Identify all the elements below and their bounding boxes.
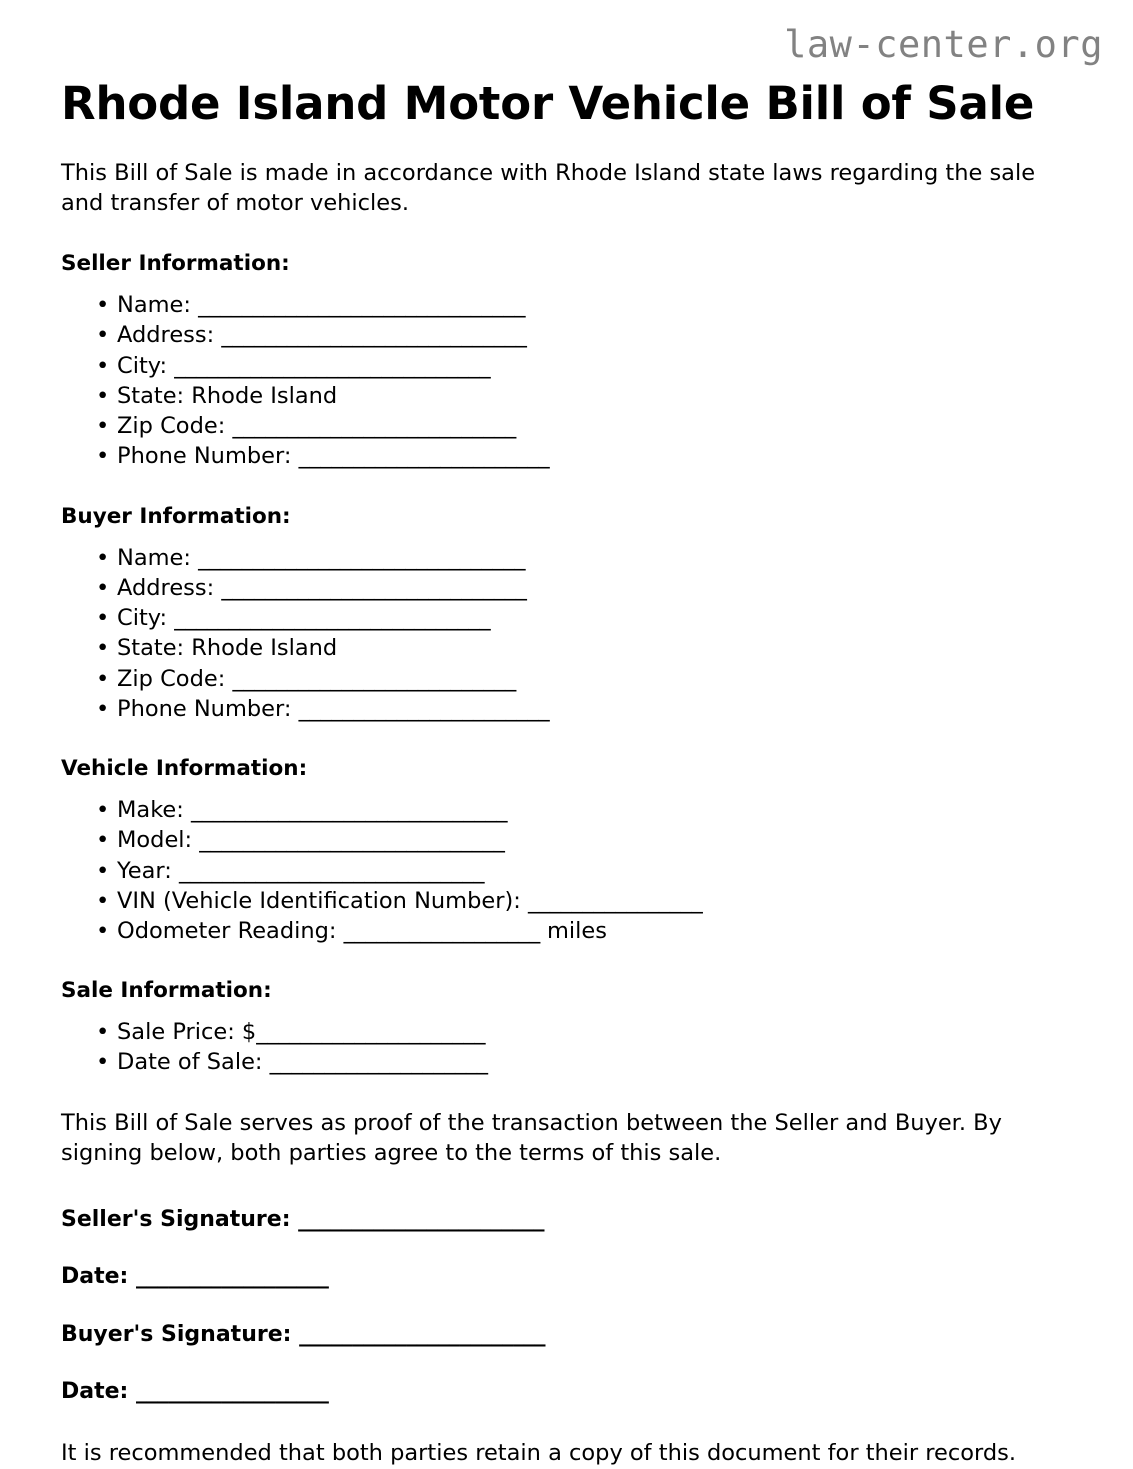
footer-paragraph: It is recommended that both parties retain a copy of this document for their records. — [61, 1439, 1017, 1466]
sale-information-heading: Sale Information: — [61, 978, 272, 1004]
field-label: Make: — [117, 797, 192, 824]
field-label: Zip Code: — [117, 665, 233, 692]
list-item — [61, 1017, 1072, 1047]
field-blank[interactable]: ______________________________ — [198, 544, 526, 571]
seller-information-list — [61, 278, 1072, 472]
field-label: State: Rhode Island — [117, 635, 338, 662]
field-blank[interactable]: _____________________ — [256, 1019, 486, 1046]
field-blank[interactable]: ____________________________ — [199, 827, 505, 854]
list-item — [61, 795, 1072, 825]
list-item — [61, 290, 1072, 320]
field-blank[interactable]: __________________________ — [232, 665, 516, 692]
vehicle-information-heading: Vehicle Information: — [61, 756, 308, 782]
buyer-signature-label: Buyer's Signature: — [61, 1321, 300, 1347]
field-blank[interactable]: _______________________ — [298, 695, 550, 722]
buyer-signature-blank[interactable]: _______________________ — [299, 1321, 546, 1347]
page-title: Rhode Island Motor Vehicle Bill of Sale — [61, 77, 1035, 130]
list-item — [61, 543, 1072, 573]
seller-date-line — [61, 1234, 1072, 1292]
list-item — [61, 603, 1072, 633]
list-item — [61, 441, 1072, 471]
buyer-information-heading: Buyer Information: — [61, 503, 291, 529]
field-blank[interactable]: ____________________________ — [221, 574, 527, 601]
list-item — [61, 351, 1072, 381]
buyer-information-list — [61, 531, 1072, 725]
field-blank[interactable]: ______________________________ — [198, 292, 526, 319]
list-item — [61, 573, 1072, 603]
field-label: Date of Sale: — [117, 1049, 270, 1076]
list-item — [61, 664, 1072, 694]
field-suffix: miles — [539, 918, 607, 945]
field-label: Odometer Reading: — [117, 918, 344, 945]
seller-information-heading: Seller Information: — [61, 251, 290, 277]
field-label: Address: — [117, 574, 222, 601]
field-blank[interactable]: _______________________ — [298, 443, 550, 470]
field-blank[interactable]: _____________________________ — [174, 605, 491, 632]
intro-paragraph: This Bill of Sale is made in accordance with Rhode Island state laws regarding the sale and transfer of motor vehicles. — [61, 160, 1036, 217]
vehicle-information-list — [61, 783, 1072, 946]
list-item — [61, 320, 1072, 350]
seller-signature-label: Seller's Signature: — [61, 1206, 299, 1232]
list-item — [61, 886, 1072, 916]
field-label: Phone Number: — [117, 695, 299, 722]
list-item — [61, 916, 1072, 946]
field-label: State: Rhode Island — [117, 382, 338, 409]
list-item — [61, 381, 1072, 411]
proof-paragraph: This Bill of Sale serves as proof of the transaction between the Seller and Buyer. By signing below, both parties agree to the terms of this sale. — [61, 1109, 1002, 1166]
seller-date-label: Date: — [61, 1264, 137, 1290]
list-item — [61, 633, 1072, 663]
field-blank[interactable]: ____________________ — [269, 1049, 488, 1076]
seller-date-blank[interactable]: __________________ — [136, 1264, 329, 1290]
buyer-date-blank[interactable]: __________________ — [136, 1379, 329, 1405]
sale-information-list — [61, 1005, 1072, 1078]
field-label: Model: — [117, 827, 200, 854]
field-label: Zip Code: — [117, 413, 233, 440]
field-blank[interactable]: ____________________________ — [178, 857, 485, 884]
list-item — [61, 411, 1072, 441]
field-label: City: — [117, 352, 175, 379]
field-blank[interactable]: _____________________________ — [191, 797, 508, 824]
field-label: Address: — [117, 322, 222, 349]
field-blank[interactable]: ____________________________ — [221, 322, 527, 349]
list-item — [61, 1047, 1072, 1077]
list-item — [61, 825, 1072, 855]
field-label: Phone Number: — [117, 443, 299, 470]
field-blank[interactable]: __________________ — [343, 918, 540, 945]
field-label: Name: — [117, 544, 199, 571]
buyer-date-label: Date: — [61, 1379, 137, 1405]
field-label: Name: — [117, 292, 199, 319]
seller-signature-blank[interactable]: _______________________ — [298, 1206, 545, 1232]
buyer-signature-line — [61, 1292, 1072, 1350]
field-label: City: — [117, 605, 175, 632]
list-item — [61, 694, 1072, 724]
field-blank[interactable]: ________________ — [527, 887, 703, 914]
seller-signature-line — [61, 1169, 1072, 1235]
list-item — [61, 856, 1072, 886]
field-blank[interactable]: _____________________________ — [174, 352, 491, 379]
field-blank[interactable]: __________________________ — [232, 413, 516, 440]
field-label: Year: — [117, 857, 179, 884]
buyer-date-line — [61, 1349, 1072, 1407]
field-label: VIN (Vehicle Identification Number): — [117, 887, 528, 914]
site-watermark: law-center.org — [784, 23, 1103, 66]
field-label: Sale Price: $ — [117, 1019, 257, 1046]
